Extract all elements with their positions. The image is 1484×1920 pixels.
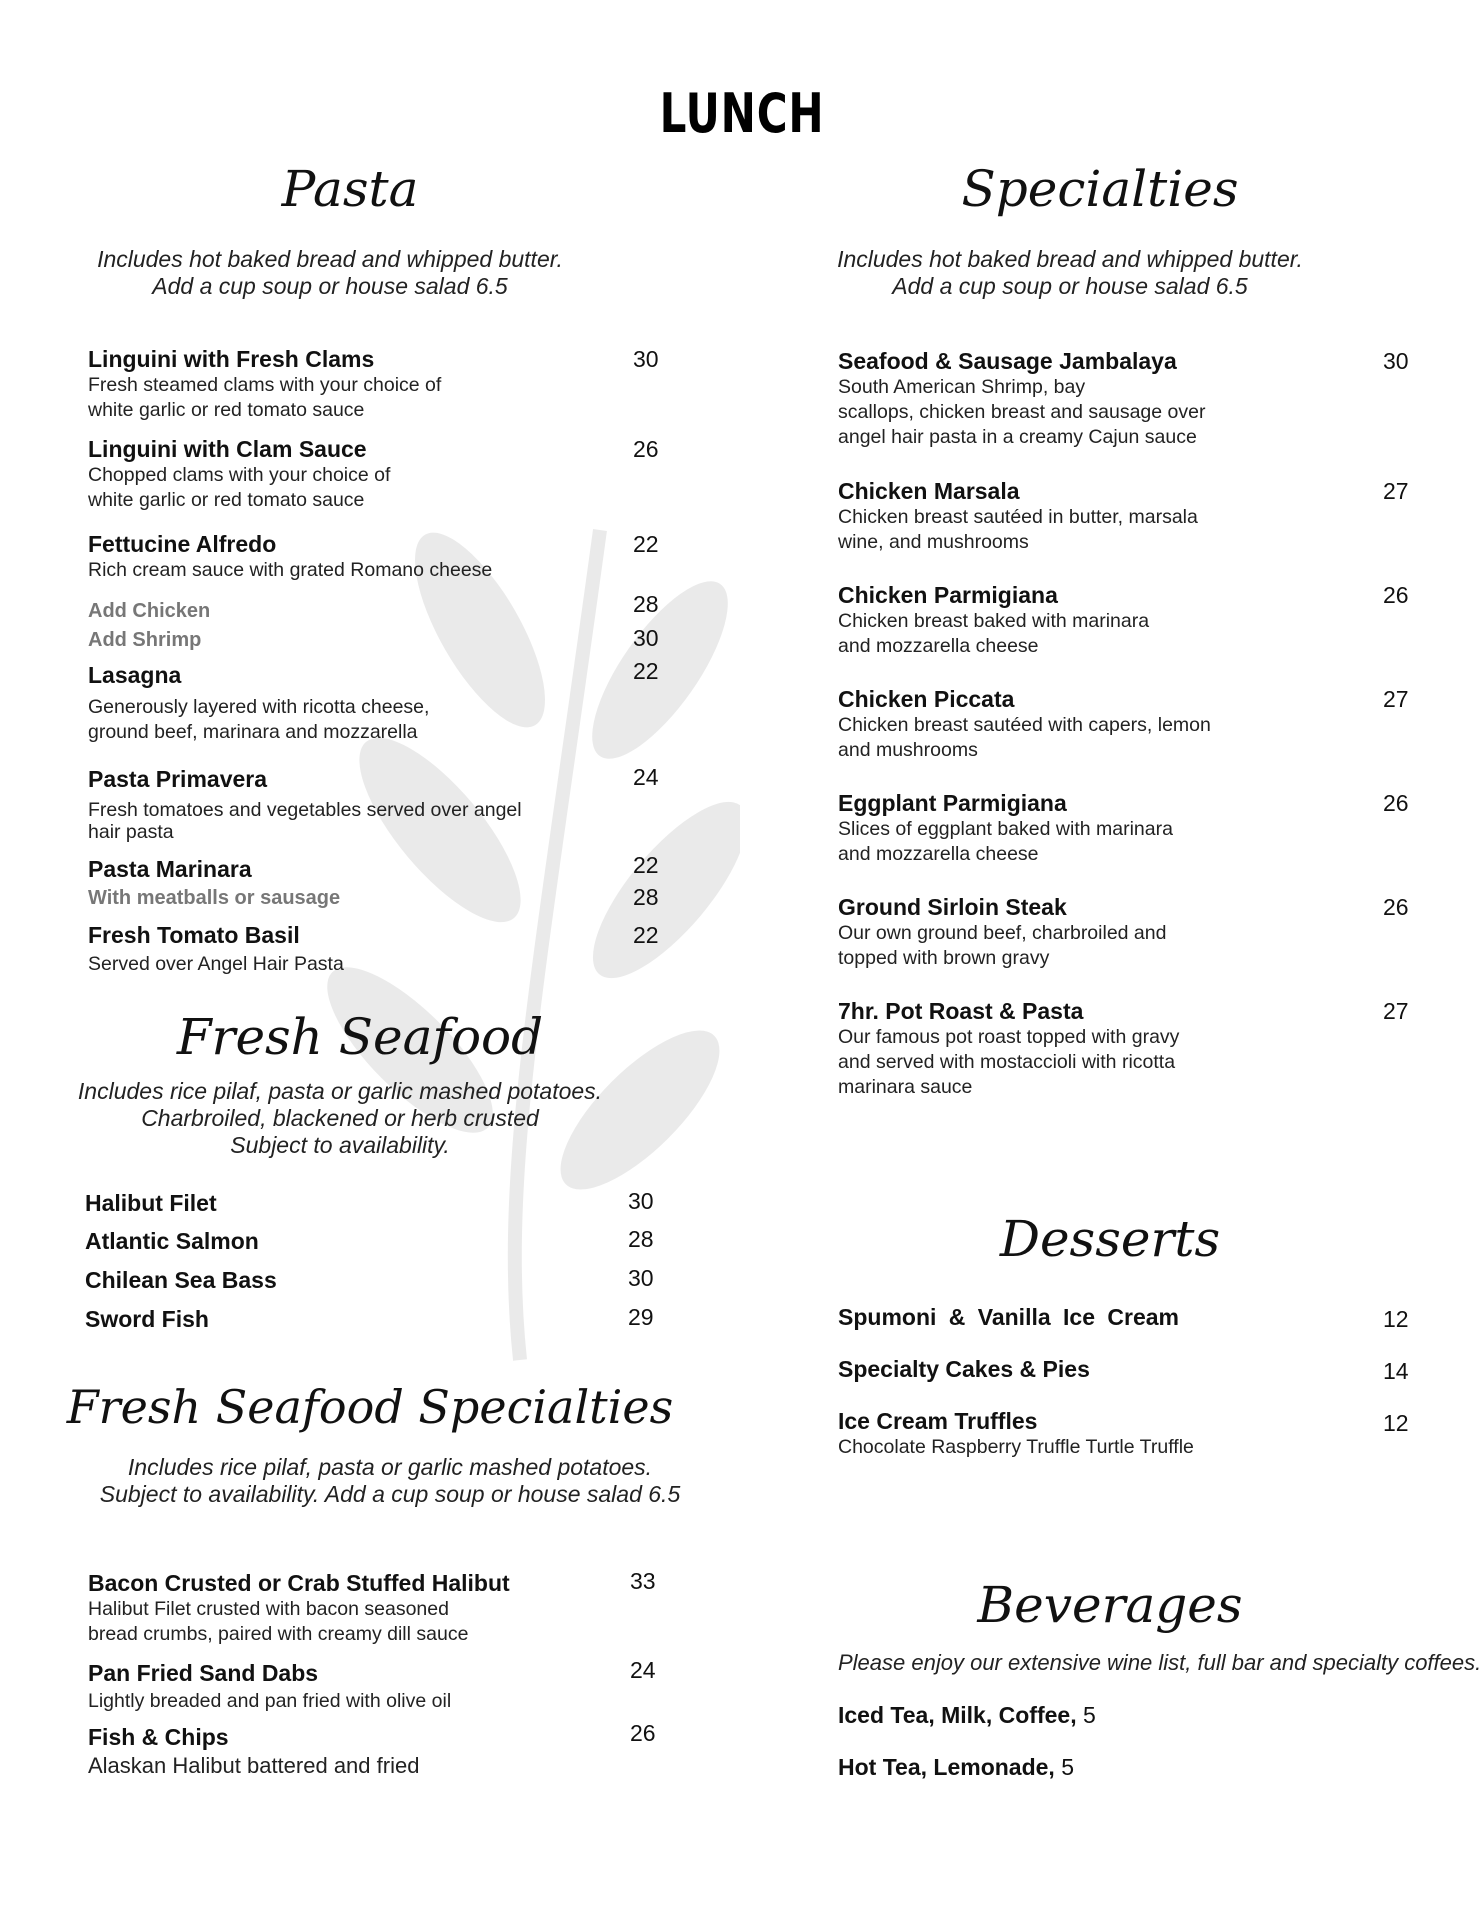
item-price: 28	[628, 1226, 654, 1252]
pasta-intro-line: Includes hot baked bread and whipped butter.	[97, 246, 563, 272]
item-name: 7hr. Pot Roast & Pasta	[838, 998, 1084, 1024]
item-name: Ground Sirloin Steak	[838, 894, 1067, 920]
item-name: Pasta Marinara	[88, 856, 252, 882]
item-desc: Our famous pot roast topped with gravy	[838, 1026, 1180, 1048]
beverage-line	[838, 1702, 1096, 1729]
list-item	[838, 348, 1205, 450]
item-name: Halibut Filet	[85, 1190, 217, 1216]
item-name: Iced Tea, Milk, Coffee,	[838, 1702, 1077, 1728]
item-price: 12	[1383, 1306, 1409, 1332]
item-desc: wine, and mushrooms	[838, 531, 1029, 553]
item-name: Pan Fried Sand Dabs	[88, 1660, 319, 1686]
list-item	[88, 1570, 510, 1647]
item-price: 27	[1383, 686, 1409, 712]
item-name: Chicken Marsala	[838, 478, 1020, 504]
item-price: 30	[628, 1188, 654, 1214]
item-name: Sword Fish	[85, 1306, 209, 1332]
item-name: Bacon Crusted or Crab Stuffed Halibut	[88, 1570, 510, 1596]
item-price: 24	[633, 764, 659, 790]
item-price: 28	[633, 591, 659, 617]
item-price: 28	[633, 884, 659, 910]
item-name: Chilean Sea Bass	[85, 1267, 277, 1293]
beverages-intro: Please enjoy our extensive wine list, full bar and specialty coffees.	[838, 1650, 1482, 1675]
list-item	[88, 436, 390, 513]
list-item	[838, 1408, 1194, 1460]
item-price: 12	[1383, 1410, 1409, 1436]
desserts-heading: Desserts	[999, 1210, 1221, 1268]
item-desc: Chopped clams with your choice of	[88, 464, 391, 486]
item-desc: angel hair pasta in a creamy Cajun sauce	[838, 426, 1197, 448]
specialties-intro	[800, 246, 1340, 300]
item-desc: scallops, chicken breast and sausage over	[838, 401, 1206, 423]
item-desc: topped with brown gravy	[838, 947, 1050, 969]
seafood-specialties-intro	[60, 1454, 720, 1508]
item-desc: South American Shrimp, bay	[838, 376, 1086, 398]
seafood-heading: Fresh Seafood	[176, 1008, 544, 1066]
item-desc: Chocolate Raspberry Truffle Turtle Truffle	[838, 1436, 1194, 1458]
list-item	[88, 531, 492, 583]
item-price: 22	[633, 658, 659, 684]
beverages-heading: Beverages	[977, 1576, 1243, 1634]
list-item	[88, 346, 441, 423]
list-item	[88, 662, 429, 745]
seafood-intro	[70, 1078, 610, 1159]
item-name: Fish & Chips	[88, 1724, 229, 1750]
seafood-specialties-intro-line: Includes rice pilaf, pasta or garlic mashed potatoes.	[127, 1454, 653, 1480]
item-name: Eggplant Parmigiana	[838, 790, 1067, 816]
seafood-intro-line: Includes rice pilaf, pasta or garlic mashed potatoes.	[77, 1078, 603, 1104]
item-name: Linguini with Clam Sauce	[88, 436, 367, 462]
item-name: Linguini with Fresh Clams	[88, 346, 375, 372]
item-price: 22	[633, 852, 659, 878]
seafood-specialties-intro-line: Subject to availability. Add a cup soup or house salad 6.5	[99, 1481, 681, 1507]
item-name: Atlantic Salmon	[85, 1228, 259, 1254]
list-item	[838, 998, 1179, 1100]
item-name: Fresh Tomato Basil	[88, 922, 300, 948]
item-price: 30	[628, 1265, 654, 1291]
item-price: 30	[633, 346, 659, 372]
list-item	[838, 478, 1198, 555]
item-name: Chicken Parmigiana	[838, 582, 1058, 608]
specialties-heading: Specialties	[961, 160, 1239, 218]
item-price: 26	[630, 1720, 656, 1746]
item-desc: white garlic or red tomato sauce	[88, 399, 365, 421]
pasta-intro-line: Add a cup soup or house salad 6.5	[152, 273, 508, 299]
item-desc: Generously layered with ricotta cheese,	[88, 696, 430, 718]
list-item	[88, 922, 344, 977]
seafood-intro-line: Charbroiled, blackened or herb crusted	[141, 1105, 539, 1131]
item-price: 30	[633, 625, 659, 651]
item-desc: bread crumbs, paired with creamy dill sauce	[88, 1623, 469, 1645]
list-item	[88, 1660, 451, 1714]
item-price: 30	[1383, 348, 1409, 374]
item-price: 33	[630, 1568, 656, 1594]
item-price: 27	[1383, 998, 1409, 1024]
item-price: 22	[633, 922, 659, 948]
item-desc: Slices of eggplant baked with marinara	[838, 818, 1173, 840]
item-price: 5	[1061, 1754, 1075, 1780]
item-name: Ice Cream Truffles	[838, 1408, 1038, 1434]
item-desc: Halibut Filet crusted with bacon seasoned	[88, 1598, 449, 1620]
item-desc: ground beef, marinara and mozzarella	[88, 721, 418, 743]
item-name: Pasta Primavera	[88, 766, 268, 792]
item-price: 24	[630, 1657, 656, 1683]
item-name: Seafood & Sausage Jambalaya	[838, 348, 1177, 374]
item-desc: marinara sauce	[838, 1076, 973, 1098]
item-name: Chicken Piccata	[838, 686, 1015, 712]
item-name: Spumoni & Vanilla Ice Cream	[838, 1304, 1179, 1330]
item-addon: Add Shrimp	[88, 629, 202, 651]
item-name: Hot Tea, Lemonade,	[838, 1754, 1055, 1780]
item-addon: Add Chicken	[88, 600, 211, 622]
specialties-intro-line: Add a cup soup or house salad 6.5	[892, 273, 1248, 299]
seafood-intro-line: Subject to availability.	[230, 1132, 450, 1158]
pasta-intro	[60, 246, 600, 300]
item-price: 22	[633, 531, 659, 557]
item-price: 26	[1383, 894, 1409, 920]
item-desc: and mushrooms	[838, 739, 978, 761]
item-desc: Our own ground beef, charbroiled and	[838, 922, 1167, 944]
item-price: 26	[633, 436, 659, 462]
item-name: Fettucine Alfredo	[88, 531, 277, 557]
item-price: 29	[628, 1304, 654, 1330]
item-desc: and mozzarella cheese	[838, 843, 1039, 865]
item-price: 5	[1082, 1702, 1096, 1728]
item-desc: Fresh tomatoes and vegetables served over angel	[88, 799, 522, 821]
item-desc: Lightly breaded and pan fried with olive oil	[88, 1690, 452, 1712]
item-desc: Chicken breast baked with marinara	[838, 610, 1150, 632]
item-desc: Rich cream sauce with grated Romano cheese	[88, 559, 493, 581]
seafood-specialties-heading: Fresh Seafood Specialties	[66, 1380, 674, 1434]
item-desc: Served over Angel Hair Pasta	[88, 953, 344, 975]
item-desc: Chicken breast sautéed in butter, marsala	[838, 506, 1198, 528]
item-price: 26	[1383, 582, 1409, 608]
item-desc: white garlic or red tomato sauce	[88, 489, 365, 511]
item-desc: hair pasta	[88, 821, 174, 843]
item-desc: Chicken breast sautéed with capers, lemon	[838, 714, 1211, 736]
item-addon: With meatballs or sausage	[88, 887, 341, 909]
item-desc: Alaskan Halibut battered and fried	[88, 1753, 420, 1778]
item-desc: and mozzarella cheese	[838, 635, 1039, 657]
item-price: 27	[1383, 478, 1409, 504]
specialties-intro-line: Includes hot baked bread and whipped butter.	[837, 246, 1303, 272]
item-name: Lasagna	[88, 662, 182, 688]
item-price: 14	[1383, 1358, 1409, 1384]
list-item	[838, 582, 1149, 659]
item-desc: and served with mostaccioli with ricotta	[838, 1051, 1176, 1073]
list-item	[838, 686, 1211, 763]
page-title: LUNCH	[659, 82, 825, 145]
list-item	[838, 790, 1173, 867]
item-price: 26	[1383, 790, 1409, 816]
beverage-line	[838, 1754, 1074, 1781]
pasta-heading: Pasta	[281, 160, 419, 218]
list-item	[88, 766, 522, 843]
list-item	[838, 894, 1166, 971]
item-desc: Fresh steamed clams with your choice of	[88, 374, 442, 396]
list-item	[88, 1724, 419, 1778]
item-name: Specialty Cakes & Pies	[838, 1356, 1090, 1382]
